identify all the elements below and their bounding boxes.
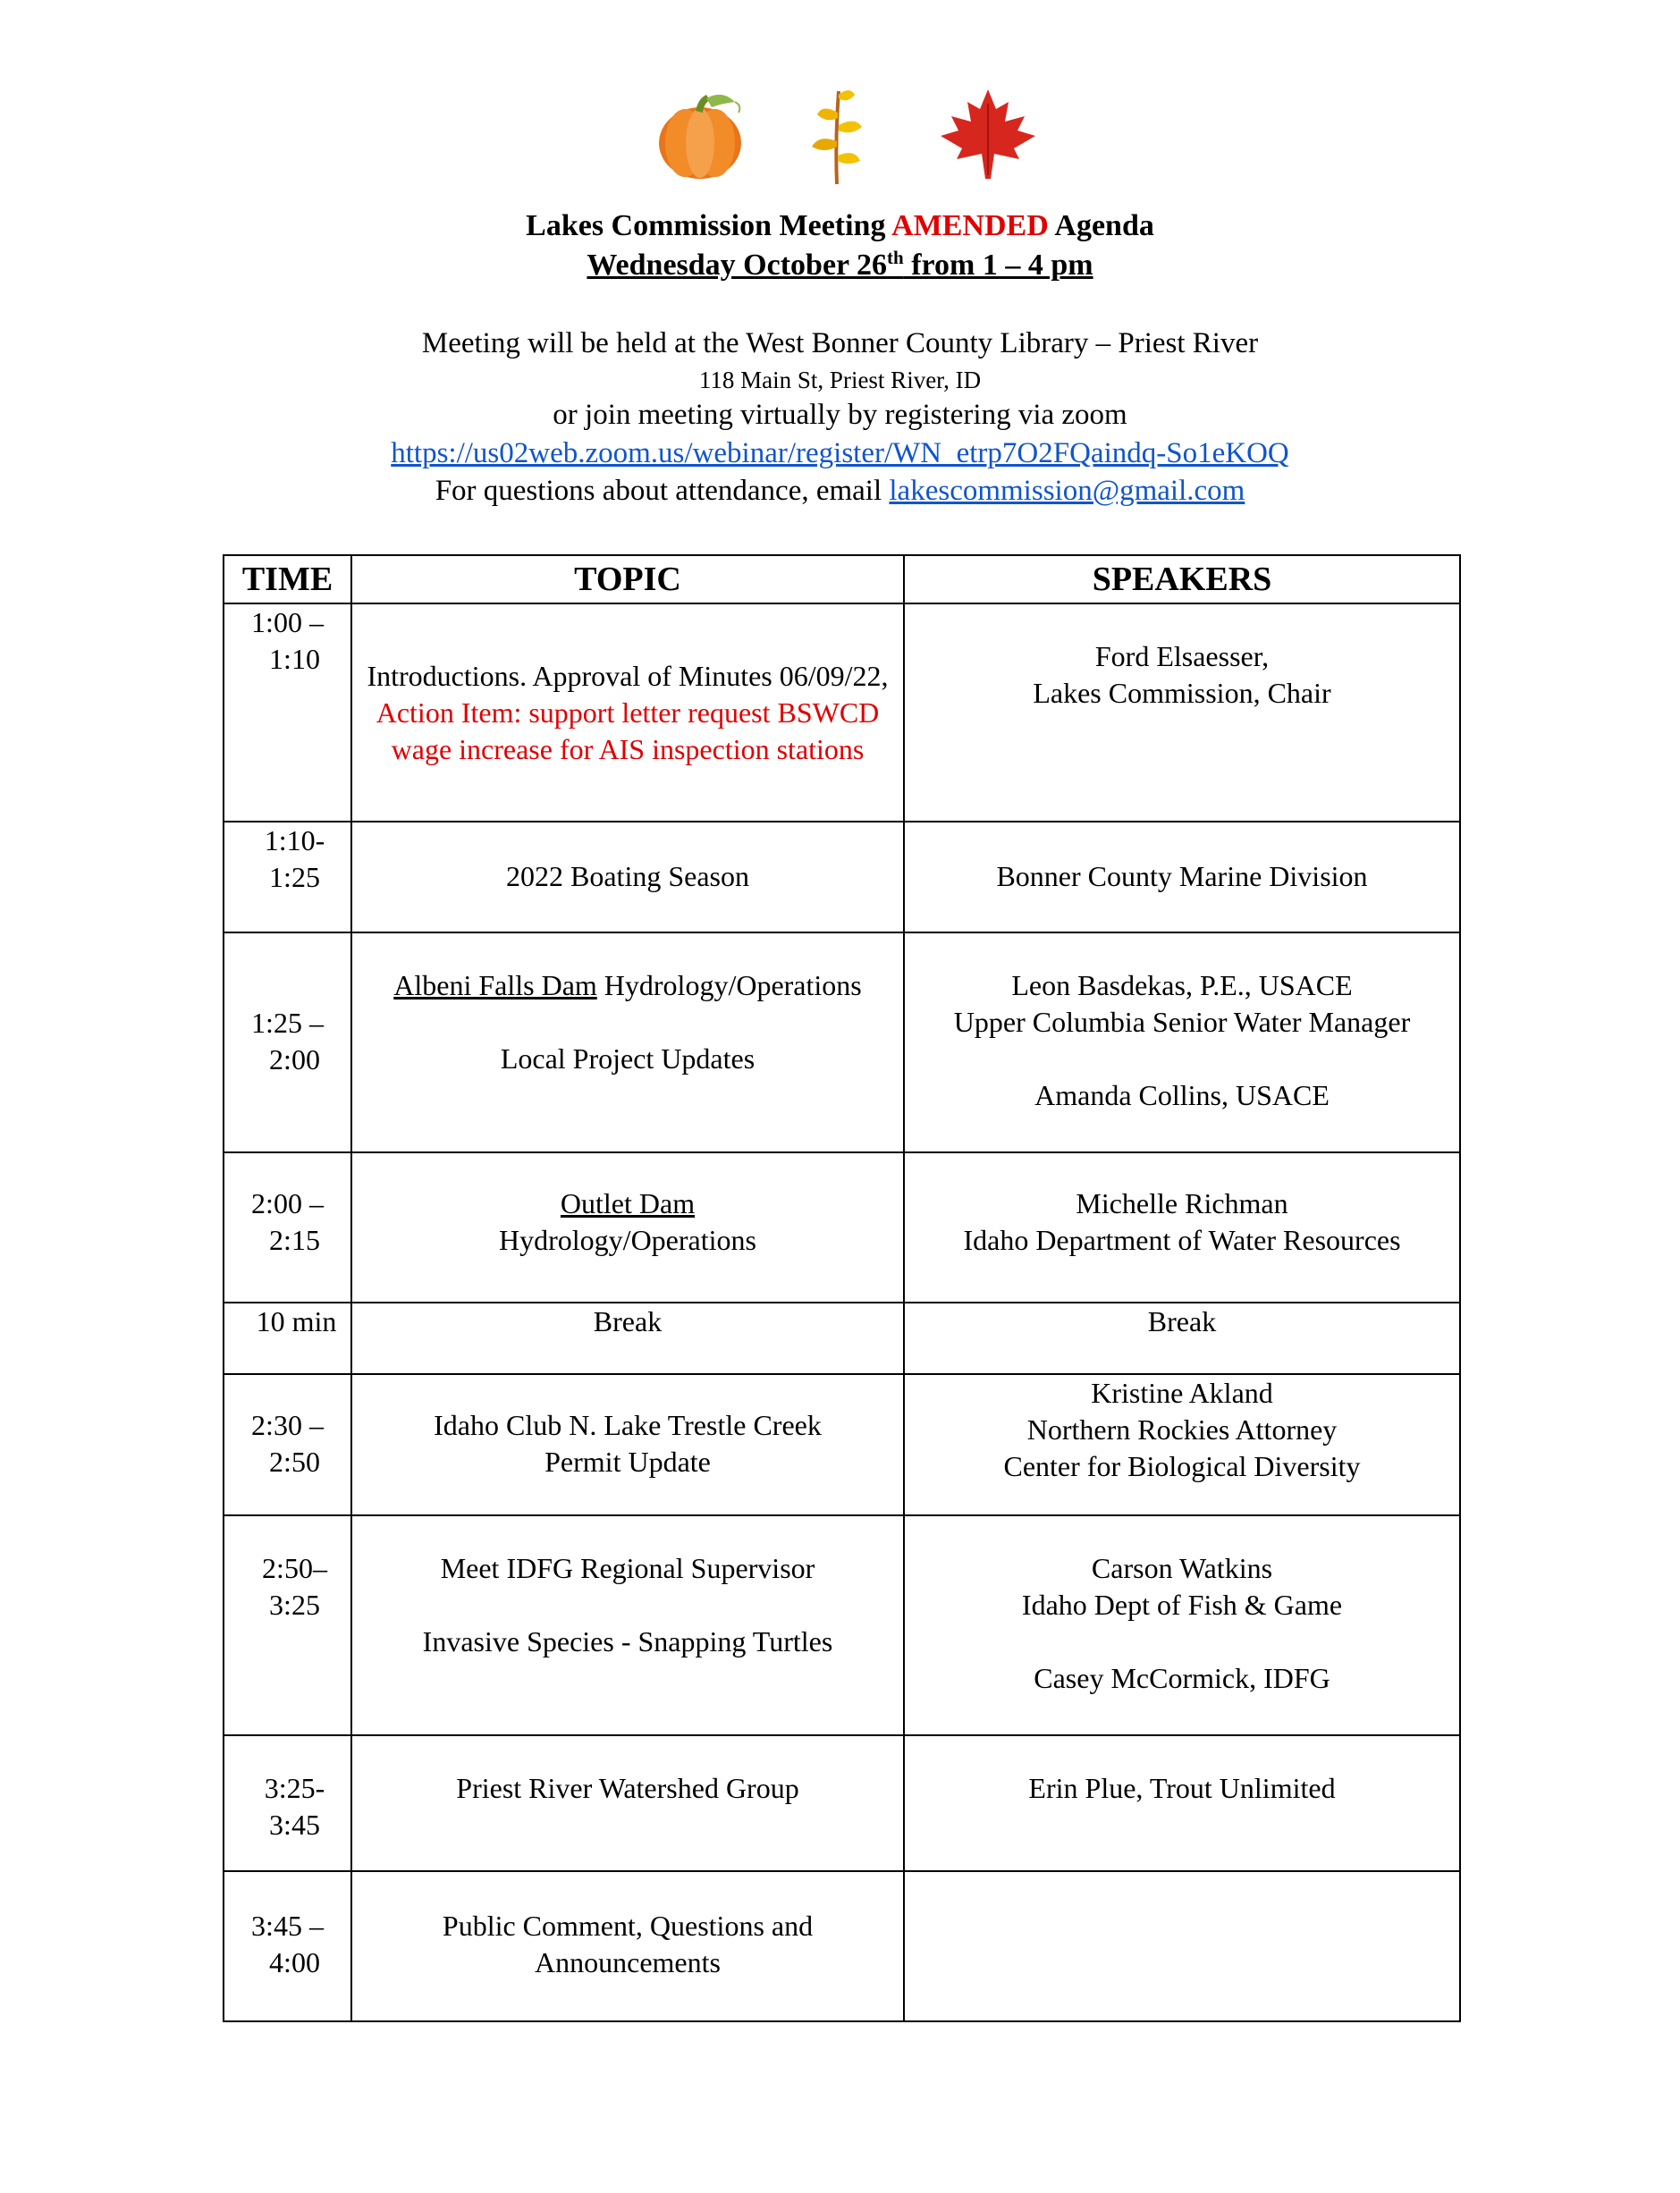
table-row bbox=[224, 603, 1460, 822]
time-cell: 3:25- 3:45 bbox=[224, 1735, 351, 1871]
autumn-leaves-branch-icon bbox=[803, 86, 870, 186]
topic-cell: Priest River Watershed Group bbox=[351, 1735, 904, 1871]
table-row bbox=[224, 1303, 1460, 1374]
venue-address: 118 Main St, Priest River, ID bbox=[698, 367, 982, 393]
time-cell: 1:10- 1:25 bbox=[224, 822, 351, 932]
topic-cell: Outlet Dam Hydrology/Operations bbox=[351, 1152, 904, 1303]
outlet-dam-link: Outlet Dam bbox=[560, 1187, 696, 1219]
speakers-cell: Michelle Richman Idaho Department of Water Resources bbox=[904, 1152, 1460, 1303]
topic-cell: 2022 Boating Season bbox=[351, 822, 904, 932]
speakers-cell: Erin Plue, Trout Unlimited bbox=[904, 1735, 1460, 1871]
speakers-cell-empty bbox=[904, 1871, 1460, 2021]
topic-cell: Albeni Falls Dam Hydrology/Operations Local Project Updates bbox=[351, 932, 904, 1152]
action-item: Action Item: support letter request BSWCD wage increase for AIS inspection stations bbox=[376, 696, 880, 765]
time-cell: 3:45 – 4:00 bbox=[224, 1871, 351, 2021]
speakers-cell: Break bbox=[904, 1303, 1460, 1374]
topic-cell: Break bbox=[351, 1303, 904, 1374]
topic-cell: Meet IDFG Regional Supervisor Invasive Species - Snapping Turtles bbox=[351, 1515, 904, 1735]
table-row bbox=[224, 1515, 1460, 1735]
header-icons bbox=[0, 86, 1680, 189]
table-row bbox=[224, 1735, 1460, 1871]
meeting-date: Wednesday October 26th from 1 – 4 pm bbox=[587, 247, 1093, 282]
venue-line: Meeting will be held at the West Bonner County Library – Priest River bbox=[421, 327, 1259, 359]
speakers-cell: Carson Watkins Idaho Dept of Fish & Game Casey McCormick, IDFG bbox=[904, 1515, 1460, 1735]
agenda-table bbox=[223, 554, 1461, 2022]
time-cell: 1:25 – 2:00 bbox=[224, 932, 351, 1152]
time-cell: 2:30 – 2:50 bbox=[224, 1374, 351, 1515]
speakers-cell: Bonner County Marine Division bbox=[904, 822, 1460, 932]
table-row bbox=[224, 932, 1460, 1152]
time-cell: 1:00 – 1:10 bbox=[224, 603, 351, 822]
table-header-row bbox=[224, 555, 1460, 603]
speakers-cell: Kristine Akland Northern Rockies Attorney Center for Biological Diversity bbox=[904, 1374, 1460, 1515]
questions-line: For questions about attendance, email lakescommission@gmail.com bbox=[435, 475, 1245, 507]
meeting-title: Lakes Commission Meeting AMENDED Agenda bbox=[526, 209, 1154, 242]
pumpkin-icon bbox=[649, 86, 752, 184]
header-time: TIME bbox=[224, 555, 351, 603]
table-row bbox=[224, 1871, 1460, 2021]
topic-cell: Public Comment, Questions and Announcements bbox=[351, 1871, 904, 2021]
time-cell: 2:50– 3:25 bbox=[224, 1515, 351, 1735]
email-link[interactable]: lakescommission@gmail.com bbox=[889, 475, 1245, 507]
time-cell: 10 min bbox=[224, 1303, 351, 1374]
speakers-cell: Leon Basdekas, P.E., USACE Upper Columbia Senior Water Manager Amanda Collins, USACE bbox=[904, 932, 1460, 1152]
table-row bbox=[224, 1374, 1460, 1515]
topic-cell: Idaho Club N. Lake Trestle Creek Permit Update bbox=[351, 1374, 904, 1515]
header-topic: TOPIC bbox=[351, 555, 904, 603]
virtual-line: or join meeting virtually by registering via zoom bbox=[553, 399, 1127, 431]
time-cell: 2:00 – 2:15 bbox=[224, 1152, 351, 1303]
speakers-cell: Ford Elsaesser, Lakes Commission, Chair bbox=[904, 603, 1460, 822]
zoom-link[interactable]: https://us02web.zoom.us/webinar/register/WN_etrp7O2FQaindq-So1eKOQ bbox=[391, 437, 1289, 469]
table-row bbox=[224, 822, 1460, 932]
amended-label: AMENDED bbox=[891, 209, 1049, 242]
maple-leaf-icon bbox=[937, 86, 1040, 182]
table-row bbox=[224, 1152, 1460, 1303]
topic-cell: Introductions. Approval of Minutes 06/09/22, Action Item: support letter request BSWCD wage increase for AIS inspection stations bbox=[351, 603, 904, 822]
albeni-falls-dam-link: Albeni Falls Dam bbox=[393, 969, 597, 1001]
header-speakers: SPEAKERS bbox=[904, 555, 1460, 603]
